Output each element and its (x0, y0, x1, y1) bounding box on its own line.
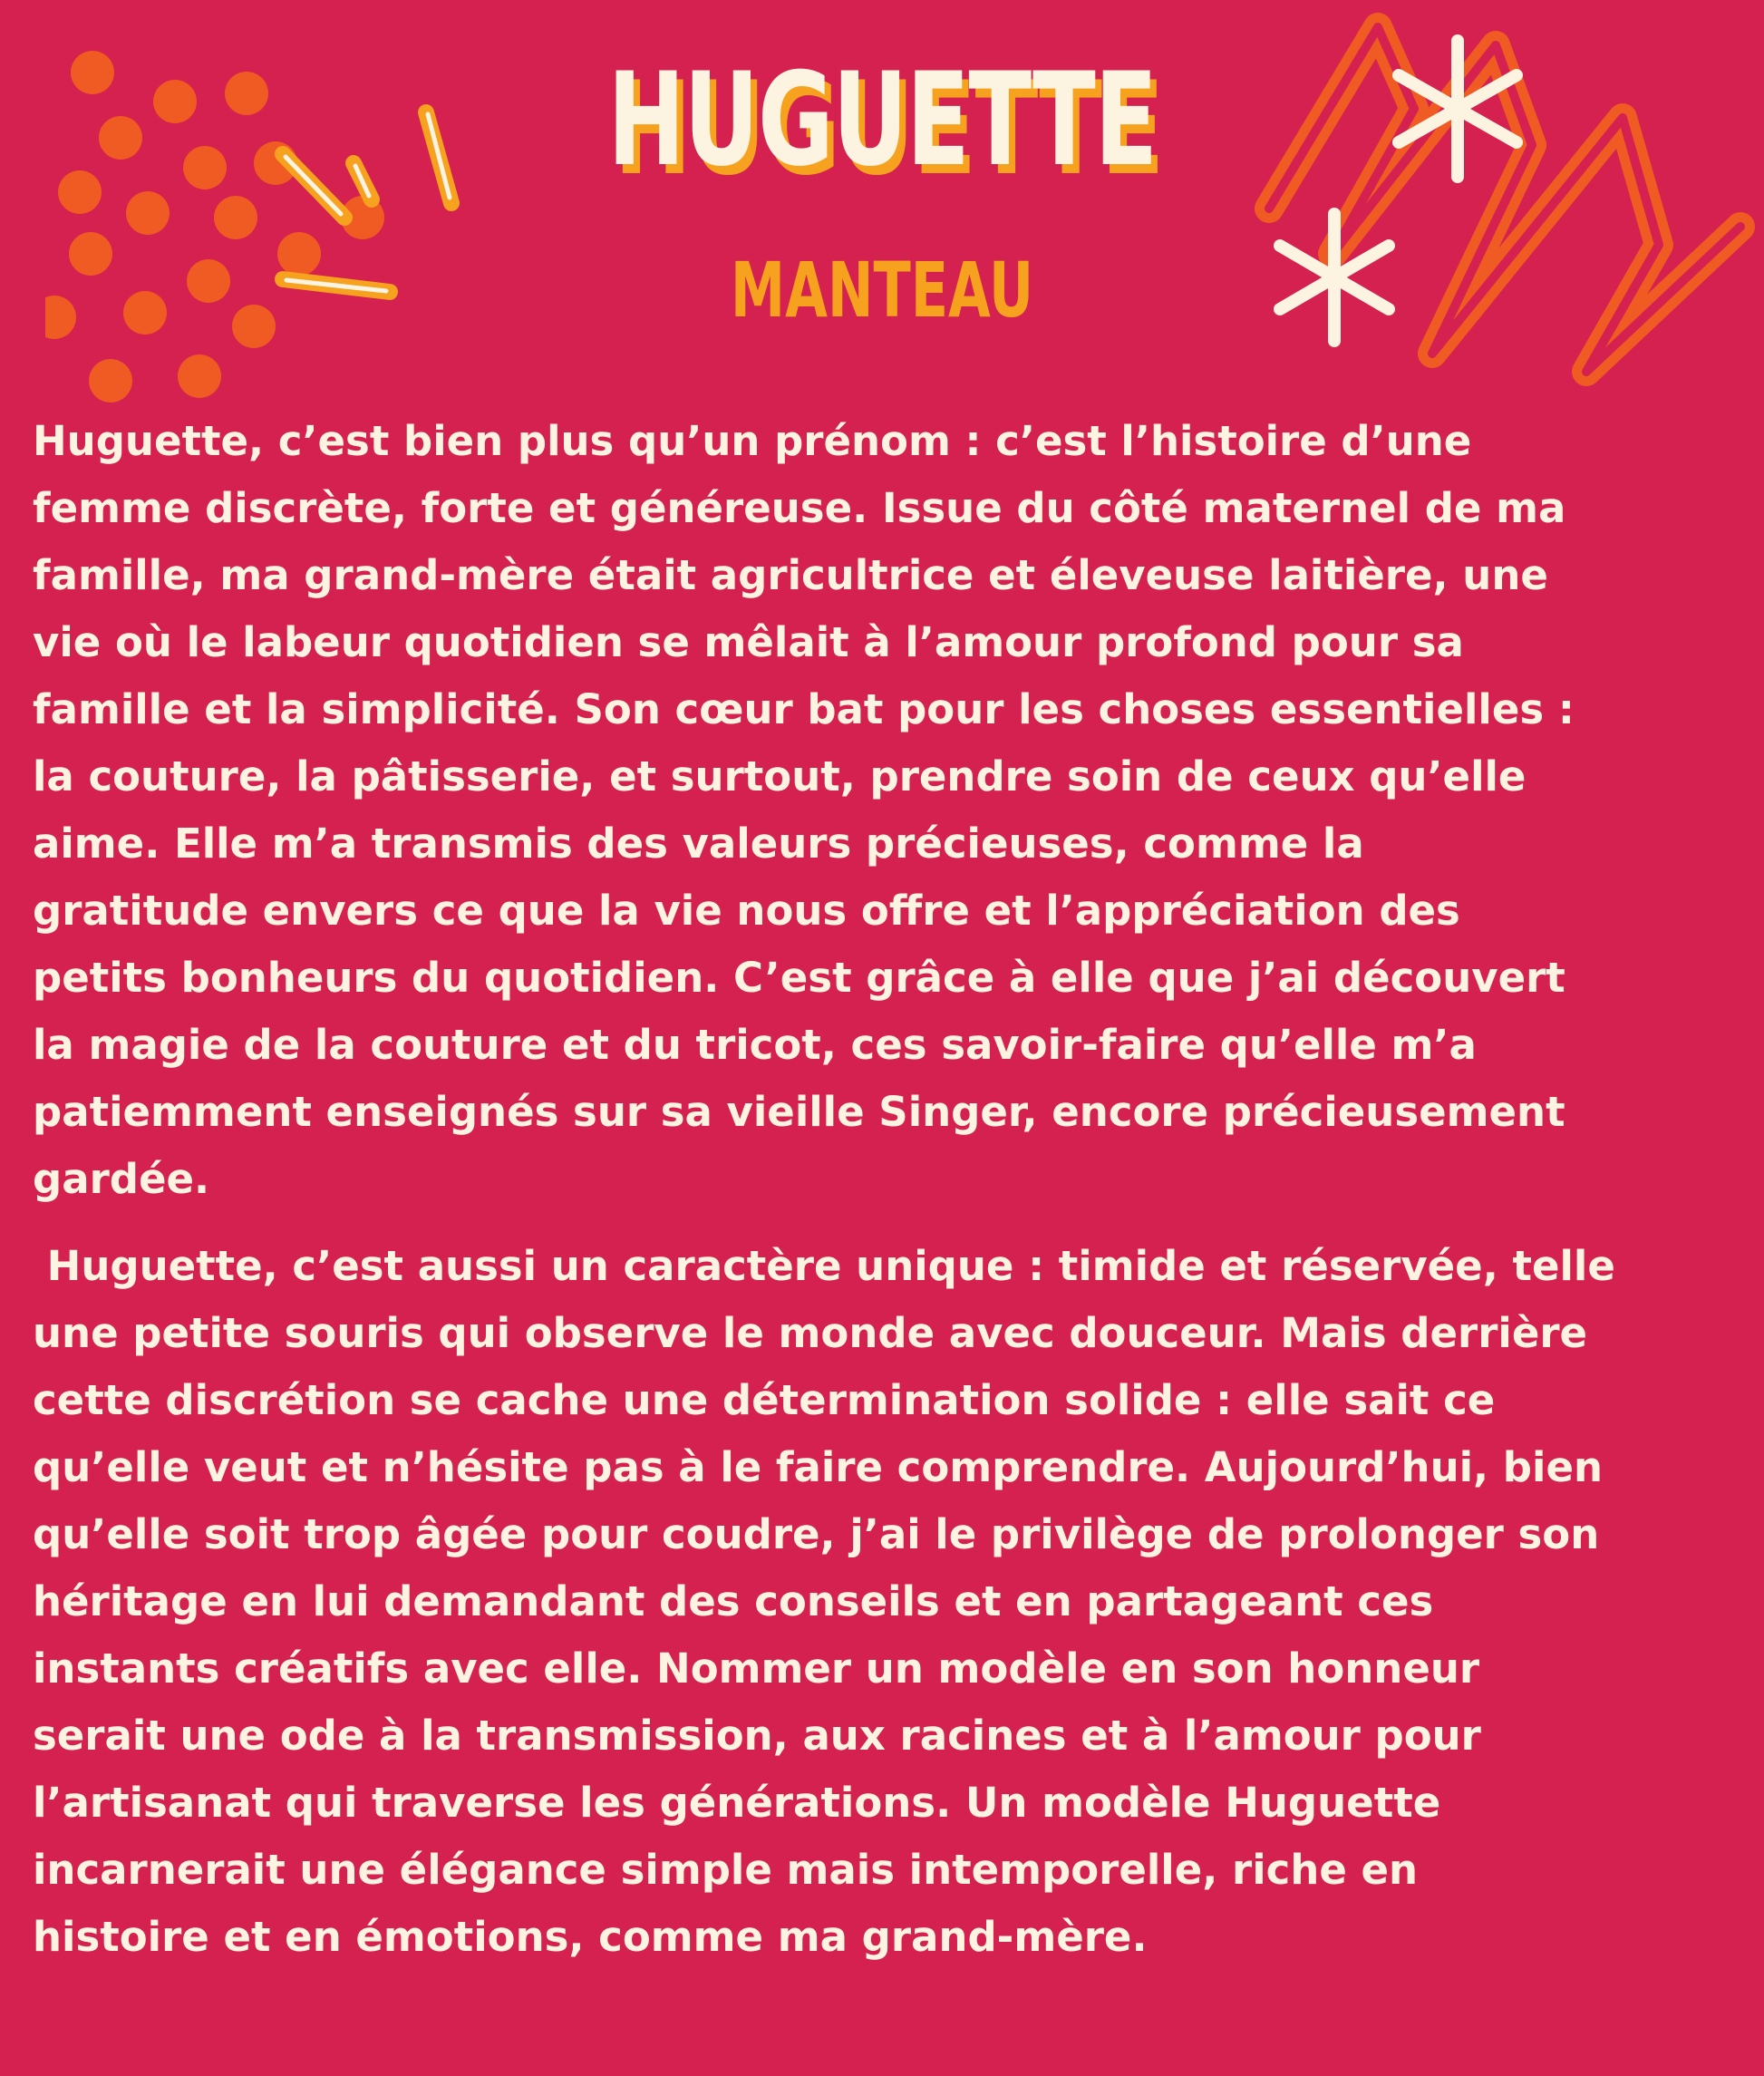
text-line: une petite souris qui observe le monde avec douceur. Mais derrière (33, 1309, 1588, 1357)
text-line: gardée. (33, 1155, 210, 1203)
text-line: qu’elle soit trop âgée pour coudre, j’ai le privilège de prolonger son (33, 1510, 1600, 1558)
text-line: instants créatifs avec elle. Nommer un modèle en son honneur (33, 1644, 1480, 1693)
text-line: histoire et en émotions, comme ma grand-mère. (33, 1913, 1148, 1961)
page-title: HUGUETTE (607, 45, 1157, 195)
text-line: incarnerait une élégance simple mais intemporelle, riche en (33, 1846, 1419, 1894)
page-subtitle: MANTEAU (730, 246, 1034, 335)
text-line: Huguette, c’est aussi un caractère unique : timide et réservée, telle (33, 1242, 1615, 1290)
paragraph-2 (33, 1233, 1746, 1971)
text-line: Huguette, c’est bien plus qu’un prénom : c’est l’histoire d’une (33, 417, 1472, 465)
text-line: l’artisanat qui traverse les générations. Un modèle Huguette (33, 1779, 1441, 1827)
text-line: la magie de la couture et du tricot, ces savoir-faire qu’elle m’a (33, 1021, 1477, 1069)
paragraph-1 (33, 408, 1746, 1213)
text-line: aime. Elle m’a transmis des valeurs précieuses, comme la (33, 820, 1364, 868)
text-line: vie où le labeur quotidien se mêlait à l’amour profond pour sa (33, 618, 1464, 666)
text-line: famille, ma grand-mère était agricultrice et éleveuse laitière, une (33, 551, 1548, 599)
text-line: qu’elle veut et n’hésite pas à le faire comprendre. Aujourd’hui, bien (33, 1443, 1603, 1491)
text-line: héritage en lui demandant des conseils et en partageant ces (33, 1577, 1434, 1625)
text-line: gratitude envers ce que la vie nous offre et l’appréciation des (33, 887, 1460, 935)
body-text (33, 408, 1746, 1971)
text-line: petits bonheurs du quotidien. C’est grâce à elle que j’ai découvert (33, 954, 1565, 1002)
text-line: cette discrétion se cache une détermination solide : elle sait ce (33, 1376, 1496, 1424)
text-line: serait une ode à la transmission, aux racines et à l’amour pour (33, 1712, 1481, 1760)
text-line: patiemment enseignés sur sa vieille Singer, encore précieusement (33, 1088, 1565, 1136)
text-line: famille et la simplicité. Son cœur bat pour les choses essentielles : (33, 685, 1575, 733)
text-line: femme discrète, forte et généreuse. Issue du côté maternel de ma (33, 484, 1566, 532)
text-line: la couture, la pâtisserie, et surtout, prendre soin de ceux qu’elle (33, 752, 1527, 800)
